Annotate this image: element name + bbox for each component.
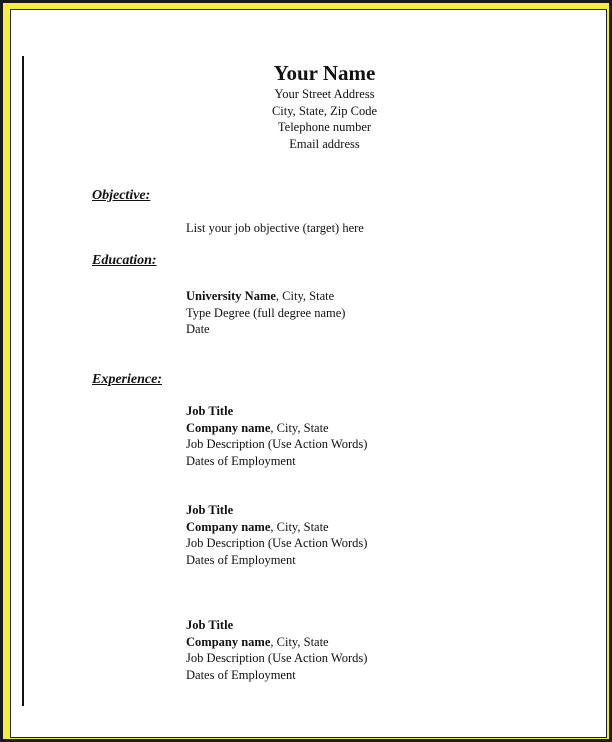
education-heading: Education: [92,253,157,268]
experience-heading: Experience: [92,372,162,387]
company-location: , City, State [270,519,329,534]
job-title: Job Title [186,618,234,632]
university-location: , City, State [275,289,335,303]
resume-header [11,60,606,152]
objective-block [186,220,364,237]
company-line [186,519,367,536]
job-entry [186,502,367,568]
degree-line: Type Degree (full degree name) [186,305,346,320]
objective-text: List your job objective (target) here [186,221,364,235]
street-address: Your Street Address [274,87,375,101]
objective-heading: Objective: [92,188,151,203]
job-entry [186,617,367,683]
university-line [186,288,345,305]
education-date: Date [186,322,210,336]
resume-page [10,9,607,738]
job-title: Job Title [186,404,234,418]
company-name: Company name [186,634,271,649]
company-line [186,420,367,437]
job-title: Job Title [186,503,234,517]
candidate-name: Your Name [273,61,376,85]
job-description: Job Description (Use Action Words) [186,651,368,665]
company-name: Company name [186,519,271,534]
telephone: Telephone number [277,120,372,134]
education-block [186,288,345,338]
employment-dates: Dates of Employment [186,453,296,468]
university-name: University Name [186,289,276,303]
email: Email address [289,136,360,151]
employment-dates: Dates of Employment [186,667,296,682]
company-line [186,634,367,651]
job-description: Job Description (Use Action Words) [186,437,368,451]
company-location: , City, State [270,634,329,649]
city-state-zip: City, State, Zip Code [271,103,378,118]
job-entry [186,403,367,469]
company-name: Company name [186,420,271,435]
job-description: Job Description (Use Action Words) [186,536,368,550]
left-margin-rule [22,56,24,706]
company-location: , City, State [270,420,329,435]
employment-dates: Dates of Employment [186,552,296,567]
